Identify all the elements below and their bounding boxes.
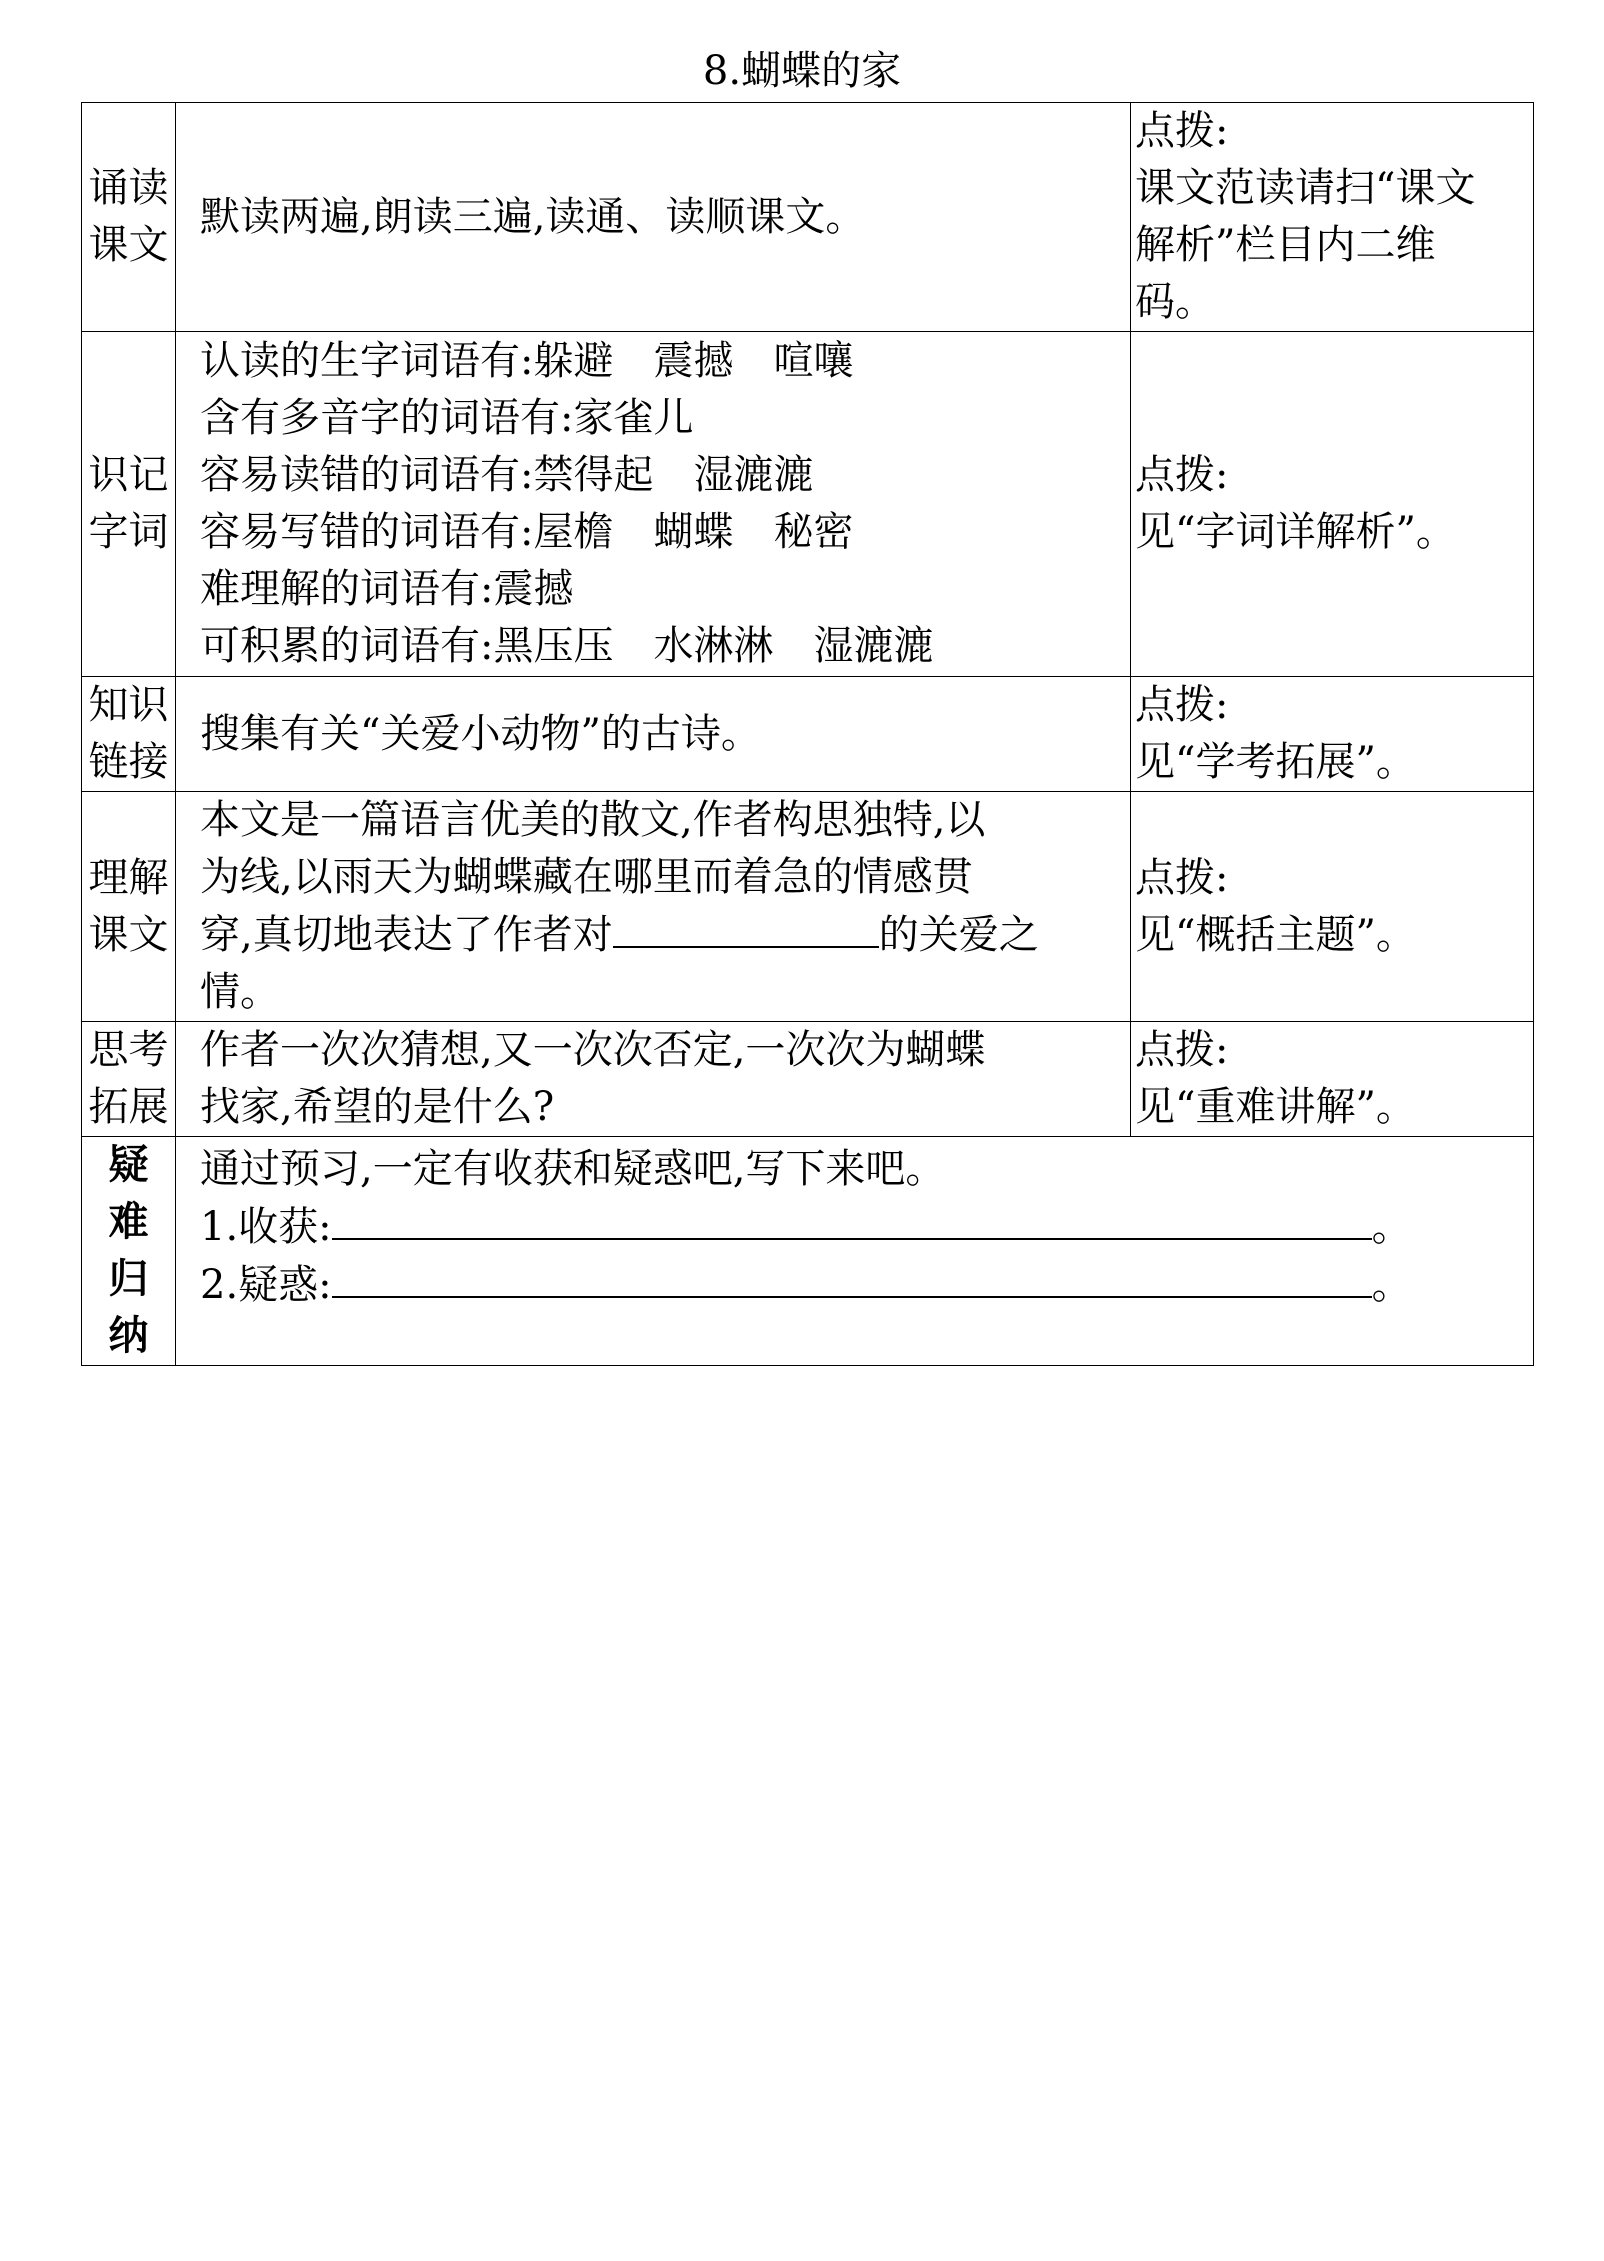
preview-table: [81, 102, 1534, 1366]
harvest-answer-line[interactable]: [332, 1198, 1372, 1240]
row-label: 疑 难 归 纳: [82, 1137, 176, 1366]
row-label: 理解 课文: [82, 792, 176, 1022]
row-label: 思考 拓展: [82, 1022, 176, 1137]
table-row: [82, 792, 1534, 1022]
row-label: 知识 链接: [82, 677, 176, 792]
table-row: [82, 1137, 1534, 1366]
table-row: [82, 332, 1534, 677]
row-content: 本文是一篇语言优美的散文,作者构思独特,以 为线,以雨天为蝴蝶藏在哪里而着急的情感贯 穿,真切地表达了作者对 的关爱之 情。: [176, 792, 1131, 1022]
row-label: 识记 字词: [82, 332, 176, 677]
row-hint: 点拨: 课文范读请扫“课文 解析”栏目内二维 码。: [1131, 103, 1534, 332]
row-content: 搜集有关“关爱小动物”的古诗。: [176, 677, 1131, 792]
row-content: 默读两遍,朗读三遍,读通、读顺课文。: [176, 103, 1131, 332]
row-hint: 点拨: 见“概括主题”。: [1131, 792, 1534, 1022]
row-content: 认读的生字词语有:躲避 震撼 喧嚷 含有多音字的词语有:家雀儿 容易读错的词语有:禁得起 湿漉漉 容易写错的词语有:屋檐 蝴蝶 秘密 难理解的词语有:震撼 可积累的词语有:黑压压 水淋淋 湿漉漉: [176, 332, 1131, 677]
row-content: 通过预习,一定有收获和疑惑吧,写下来吧。 1.收获: 。 2.疑惑: 。: [176, 1137, 1534, 1366]
fill-in-blank[interactable]: [613, 906, 879, 948]
row-content: 作者一次次猜想,又一次次否定,一次次为蝴蝶 找家,希望的是什么?: [176, 1022, 1131, 1137]
page-title: 8.蝴蝶的家: [702, 48, 902, 94]
table-row: [82, 677, 1534, 792]
row-label: 诵读 课文: [82, 103, 176, 332]
table-row: [82, 1022, 1534, 1137]
row-hint: 点拨: 见“重难讲解”。: [1131, 1022, 1534, 1137]
row-hint: 点拨: 见“学考拓展”。: [1131, 677, 1534, 792]
doubt-answer-line[interactable]: [332, 1256, 1372, 1298]
row-hint: 点拨: 见“字词详解析”。: [1131, 332, 1534, 677]
table-row: [82, 103, 1534, 332]
